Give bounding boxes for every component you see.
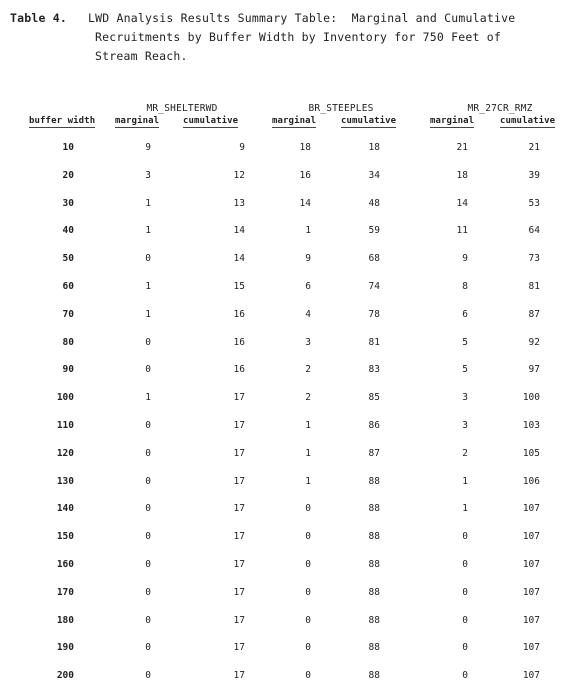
buffer-width-cell: 200 xyxy=(56,670,74,682)
cumulative-cell: 16 xyxy=(233,336,245,348)
cumulative-cell: 16 xyxy=(233,308,245,320)
marginal-cell: 0 xyxy=(305,642,311,654)
cumulative-cell: 107 xyxy=(522,614,540,626)
cumulative-cell: 103 xyxy=(522,420,540,431)
cumulative-cell: 21 xyxy=(528,142,540,153)
table-row xyxy=(0,392,569,406)
cumulative-cell: 106 xyxy=(522,475,540,487)
marginal-cell: 14 xyxy=(456,197,468,209)
cumulative-cell: 88 xyxy=(368,614,380,626)
table-row xyxy=(0,476,569,490)
marginal-cell: 0 xyxy=(145,614,151,626)
cumulative-cell: 86 xyxy=(368,420,380,431)
buffer-width-cell: 70 xyxy=(62,308,74,320)
cumulative-cell: 107 xyxy=(522,503,540,515)
marginal-cell: 21 xyxy=(456,142,468,153)
cumulative-cell: 107 xyxy=(522,642,540,654)
cumulative-cell: 100 xyxy=(522,392,540,404)
table-row xyxy=(0,170,569,184)
cumulative-cell: 12 xyxy=(233,169,245,181)
cumulative-cell: 105 xyxy=(522,447,540,459)
buffer-width-cell: 100 xyxy=(56,392,74,404)
cumulative-cell: 59 xyxy=(368,225,380,237)
caption-line-2: Recruitments by Buffer Width by Inventory for 750 Feet of xyxy=(95,30,502,44)
cumulative-cell: 97 xyxy=(528,364,540,376)
marginal-cell: 0 xyxy=(145,559,151,570)
cumulative-cell: 17 xyxy=(233,503,245,515)
table-row xyxy=(0,559,569,573)
marginal-cell: 0 xyxy=(305,531,311,543)
marginal-cell: 3 xyxy=(462,420,468,431)
marginal-cell: 5 xyxy=(462,364,468,376)
table-row xyxy=(0,531,569,545)
cumulative-cell: 17 xyxy=(233,586,245,598)
table-row xyxy=(0,225,569,239)
buffer-width-cell: 140 xyxy=(56,503,74,515)
cumulative-cell: 88 xyxy=(368,503,380,515)
marginal-cell: 0 xyxy=(145,670,151,682)
marginal-cell: 1 xyxy=(305,447,311,459)
cumulative-cell: 39 xyxy=(528,169,540,181)
marginal-cell: 1 xyxy=(305,420,311,431)
marginal-cell: 1 xyxy=(145,392,151,404)
column-header-marginal: marginal xyxy=(115,116,160,126)
marginal-cell: 3 xyxy=(145,169,151,181)
cumulative-cell: 88 xyxy=(368,475,380,487)
table-row xyxy=(0,337,569,351)
column-header-marginal: marginal xyxy=(272,116,317,126)
column-header-cumulative: cumulative xyxy=(183,116,239,126)
column-header-buffer-width: buffer width xyxy=(29,116,96,126)
marginal-cell: 0 xyxy=(305,586,311,598)
marginal-cell: 9 xyxy=(462,253,468,265)
table-number: Table 4. xyxy=(10,11,67,25)
cumulative-cell: 15 xyxy=(233,281,245,292)
buffer-width-cell: 180 xyxy=(56,614,74,626)
cumulative-cell: 64 xyxy=(528,225,540,237)
marginal-cell: 2 xyxy=(462,447,468,459)
buffer-width-cell: 20 xyxy=(62,169,74,181)
marginal-cell: 1 xyxy=(305,225,311,237)
caption-line-1: LWD Analysis Results Summary Table: Marginal and Cumulative xyxy=(88,11,516,25)
caption-line-3: Stream Reach. xyxy=(95,49,188,63)
column-header-cumulative: cumulative xyxy=(341,116,397,126)
cumulative-cell: 87 xyxy=(528,308,540,320)
marginal-cell: 0 xyxy=(462,559,468,570)
marginal-cell: 4 xyxy=(305,308,311,320)
table-caption xyxy=(10,9,515,66)
cumulative-cell: 17 xyxy=(233,559,245,570)
marginal-cell: 0 xyxy=(305,614,311,626)
buffer-width-cell: 50 xyxy=(62,253,74,265)
cumulative-cell: 17 xyxy=(233,420,245,431)
buffer-width-cell: 170 xyxy=(56,586,74,598)
cumulative-cell: 81 xyxy=(528,281,540,292)
marginal-cell: 1 xyxy=(145,281,151,292)
marginal-cell: 0 xyxy=(305,503,311,515)
marginal-cell: 9 xyxy=(145,142,151,153)
group-header-br-steeples: BR_STEEPLES xyxy=(308,103,374,114)
marginal-cell: 0 xyxy=(462,614,468,626)
cumulative-cell: 87 xyxy=(368,447,380,459)
table-row xyxy=(0,142,569,156)
cumulative-cell: 88 xyxy=(368,531,380,543)
marginal-cell: 0 xyxy=(145,253,151,265)
marginal-cell: 8 xyxy=(462,281,468,292)
cumulative-cell: 17 xyxy=(233,475,245,487)
table-row xyxy=(0,281,569,295)
marginal-cell: 11 xyxy=(456,225,468,237)
buffer-width-cell: 60 xyxy=(62,281,74,292)
buffer-width-cell: 130 xyxy=(56,475,74,487)
buffer-width-cell: 120 xyxy=(56,447,74,459)
cumulative-cell: 53 xyxy=(528,197,540,209)
table-row xyxy=(0,448,569,462)
column-header-marginal: marginal xyxy=(430,116,475,126)
marginal-cell: 1 xyxy=(145,197,151,209)
marginal-cell: 5 xyxy=(462,336,468,348)
cumulative-cell: 17 xyxy=(233,392,245,404)
marginal-cell: 0 xyxy=(145,642,151,654)
cumulative-cell: 88 xyxy=(368,642,380,654)
marginal-cell: 0 xyxy=(305,670,311,682)
table-row xyxy=(0,364,569,378)
table-row xyxy=(0,309,569,323)
marginal-cell: 1 xyxy=(462,475,468,487)
table-row xyxy=(0,253,569,267)
buffer-width-cell: 150 xyxy=(56,531,74,543)
marginal-cell: 16 xyxy=(299,169,311,181)
cumulative-cell: 34 xyxy=(368,169,380,181)
marginal-cell: 3 xyxy=(462,392,468,404)
table-row xyxy=(0,670,569,684)
marginal-cell: 2 xyxy=(305,364,311,376)
table-row xyxy=(0,503,569,517)
buffer-width-cell: 80 xyxy=(62,336,74,348)
column-header-cumulative: cumulative xyxy=(500,116,556,126)
cumulative-cell: 107 xyxy=(522,670,540,682)
cumulative-cell: 88 xyxy=(368,586,380,598)
table-row xyxy=(0,587,569,601)
marginal-cell: 0 xyxy=(462,670,468,682)
cumulative-cell: 107 xyxy=(522,586,540,598)
marginal-cell: 3 xyxy=(305,336,311,348)
cumulative-cell: 48 xyxy=(368,197,380,209)
marginal-cell: 6 xyxy=(305,281,311,292)
cumulative-cell: 74 xyxy=(368,281,380,292)
marginal-cell: 0 xyxy=(145,420,151,431)
cumulative-cell: 107 xyxy=(522,531,540,543)
marginal-cell: 18 xyxy=(456,169,468,181)
marginal-cell: 18 xyxy=(299,142,311,153)
cumulative-cell: 13 xyxy=(233,197,245,209)
table-row xyxy=(0,642,569,656)
marginal-cell: 0 xyxy=(145,336,151,348)
cumulative-cell: 18 xyxy=(368,142,380,153)
marginal-cell: 0 xyxy=(145,364,151,376)
cumulative-cell: 92 xyxy=(528,336,540,348)
cumulative-cell: 73 xyxy=(528,253,540,265)
cumulative-cell: 78 xyxy=(368,308,380,320)
marginal-cell: 1 xyxy=(462,503,468,515)
cumulative-cell: 17 xyxy=(233,447,245,459)
marginal-cell: 14 xyxy=(299,197,311,209)
cumulative-cell: 88 xyxy=(368,559,380,570)
cumulative-cell: 88 xyxy=(368,670,380,682)
table-row xyxy=(0,615,569,629)
marginal-cell: 0 xyxy=(462,586,468,598)
buffer-width-cell: 190 xyxy=(56,642,74,654)
marginal-cell: 0 xyxy=(145,503,151,515)
marginal-cell: 1 xyxy=(145,225,151,237)
group-header-mr-shelterwd: MR_SHELTERWD xyxy=(146,103,218,114)
cumulative-cell: 17 xyxy=(233,642,245,654)
cumulative-cell: 83 xyxy=(368,364,380,376)
marginal-cell: 2 xyxy=(305,392,311,404)
buffer-width-cell: 10 xyxy=(62,142,74,153)
marginal-cell: 0 xyxy=(305,559,311,570)
marginal-cell: 0 xyxy=(145,586,151,598)
cumulative-cell: 9 xyxy=(239,142,245,153)
marginal-cell: 0 xyxy=(462,531,468,543)
cumulative-cell: 17 xyxy=(233,670,245,682)
table-row xyxy=(0,420,569,434)
cumulative-cell: 16 xyxy=(233,364,245,376)
marginal-cell: 0 xyxy=(145,475,151,487)
cumulative-cell: 85 xyxy=(368,392,380,404)
buffer-width-cell: 90 xyxy=(62,364,74,376)
cumulative-cell: 14 xyxy=(233,253,245,265)
buffer-width-cell: 160 xyxy=(56,559,74,570)
marginal-cell: 1 xyxy=(145,308,151,320)
marginal-cell: 0 xyxy=(145,531,151,543)
cumulative-cell: 17 xyxy=(233,614,245,626)
table-row xyxy=(0,198,569,212)
cumulative-cell: 17 xyxy=(233,531,245,543)
cumulative-cell: 107 xyxy=(522,559,540,570)
cumulative-cell: 68 xyxy=(368,253,380,265)
cumulative-cell: 81 xyxy=(368,336,380,348)
buffer-width-cell: 40 xyxy=(62,225,74,237)
marginal-cell: 1 xyxy=(305,475,311,487)
cumulative-cell: 14 xyxy=(233,225,245,237)
marginal-cell: 9 xyxy=(305,253,311,265)
marginal-cell: 6 xyxy=(462,308,468,320)
marginal-cell: 0 xyxy=(145,447,151,459)
marginal-cell: 0 xyxy=(462,642,468,654)
group-header-mr-27cr-rmz: MR_27CR_RMZ xyxy=(467,103,533,114)
buffer-width-cell: 30 xyxy=(62,197,74,209)
buffer-width-cell: 110 xyxy=(56,420,74,431)
